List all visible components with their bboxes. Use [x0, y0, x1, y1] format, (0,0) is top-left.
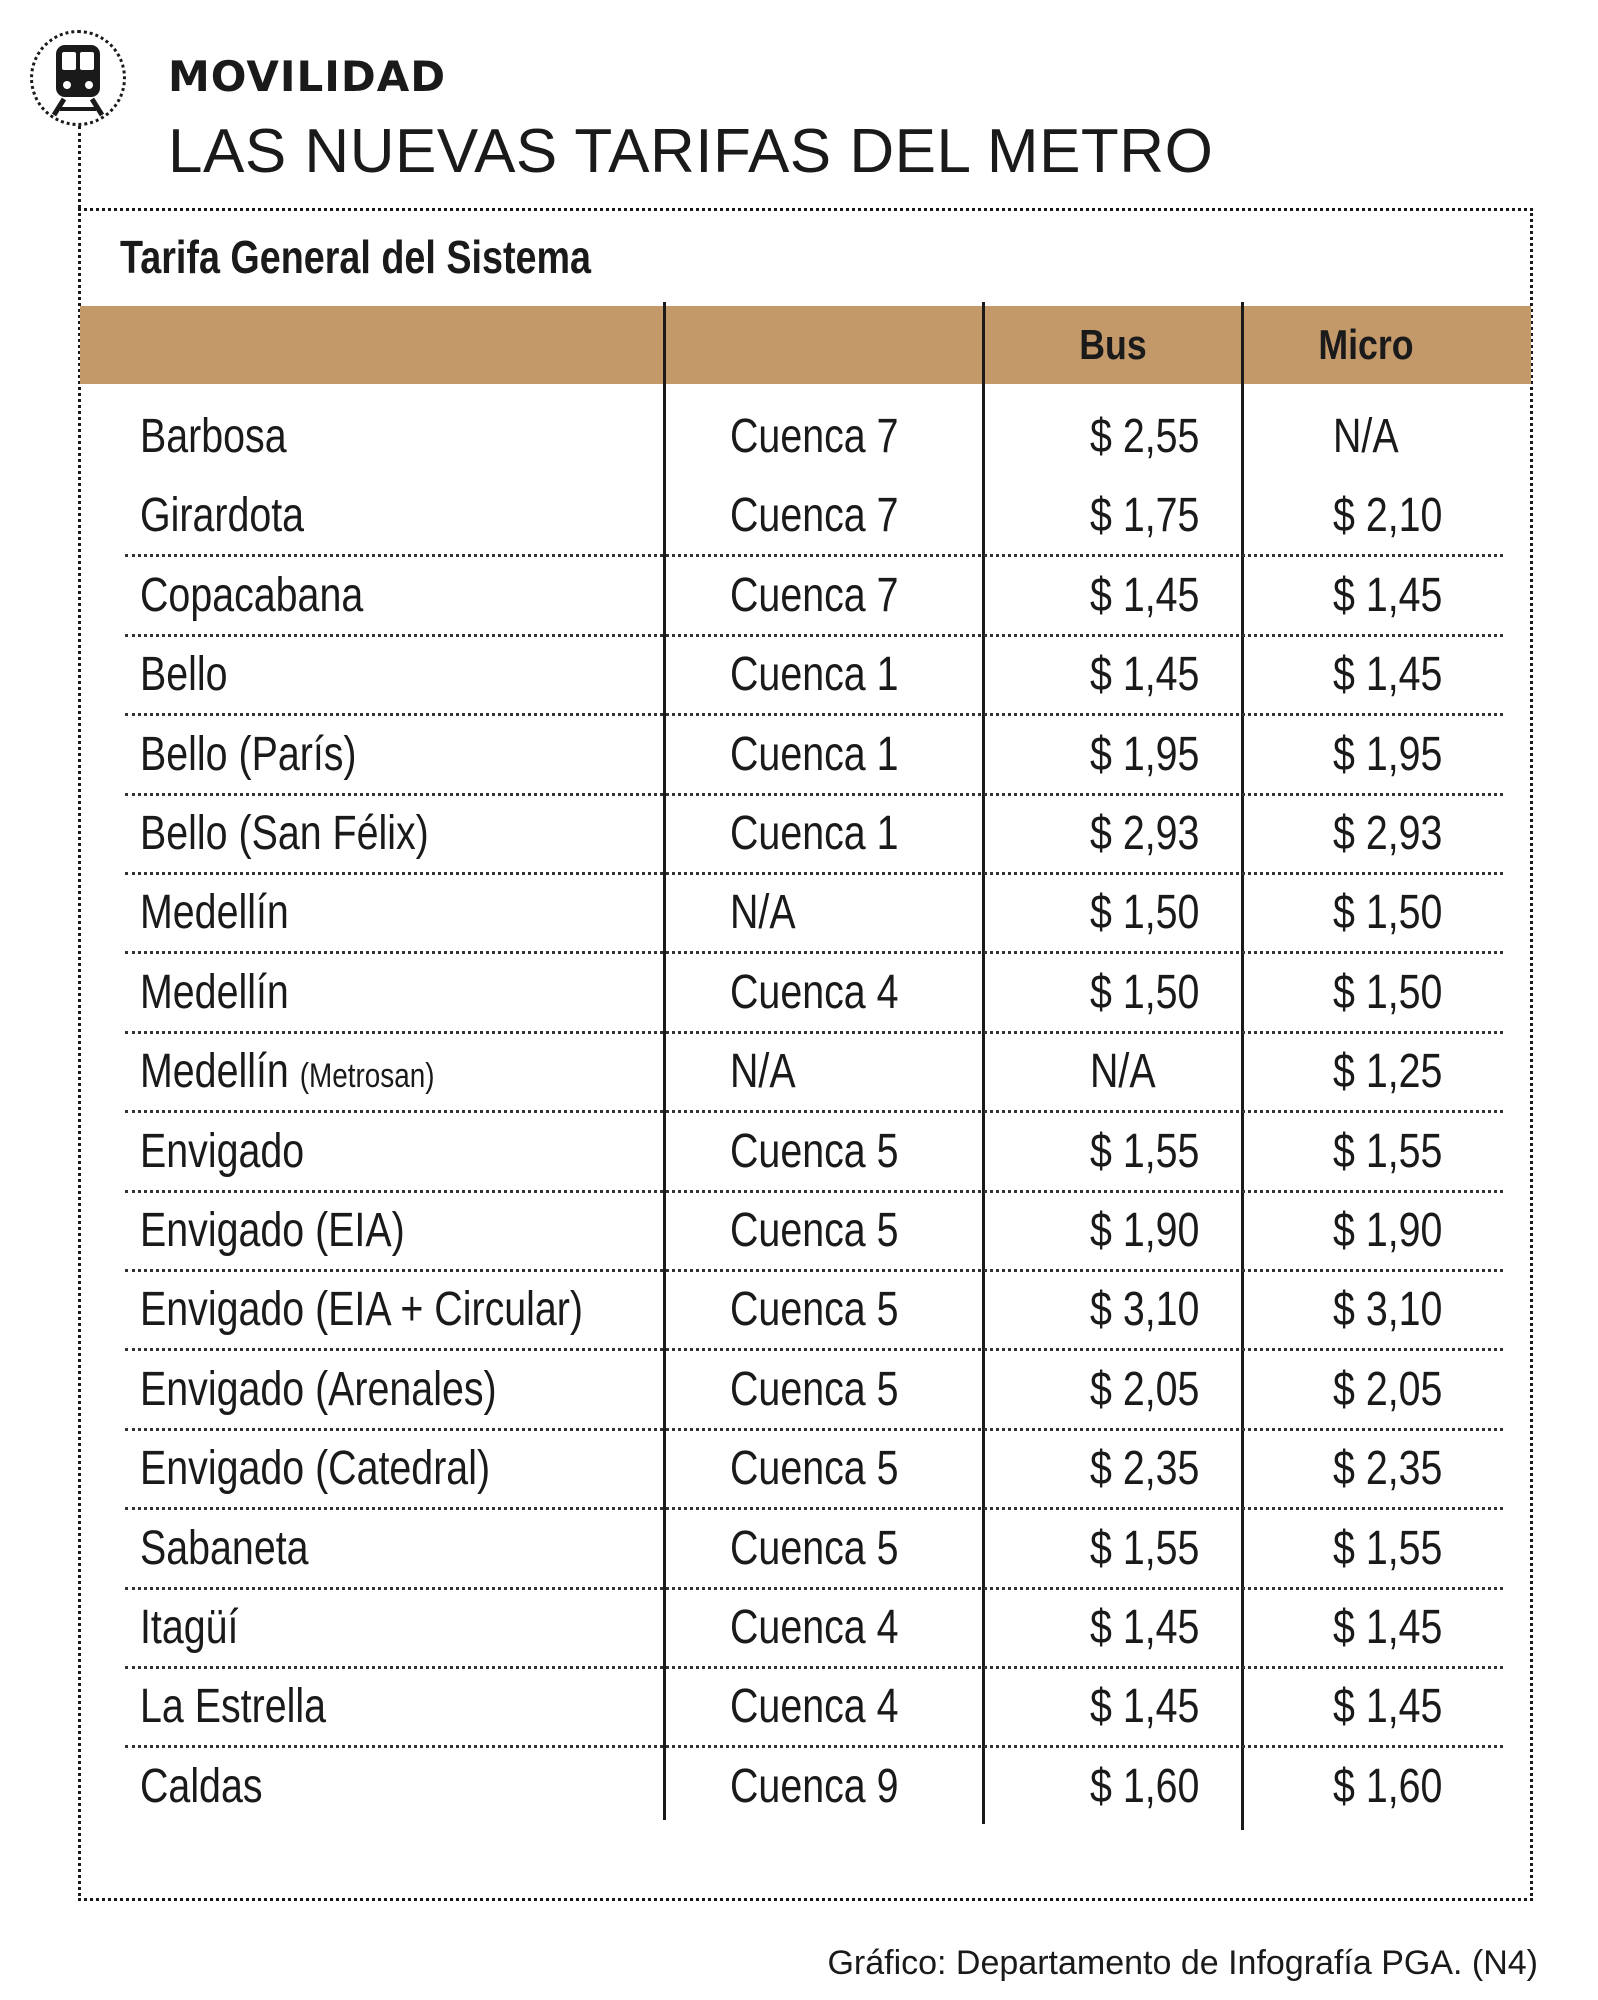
- table-row: [125, 1746, 1503, 1828]
- municipio-cell: [140, 1428, 490, 1510]
- bus-fare-cell: $ 2,93: [1090, 807, 1200, 860]
- bus-fare-cell: N/A: [1090, 1045, 1156, 1099]
- column-header-cuenca: [690, 306, 959, 384]
- table-row: [125, 872, 1503, 954]
- micro-fare-cell: $ 1,45: [1333, 1680, 1443, 1734]
- micro-fare-cell: $ 2,93: [1333, 807, 1443, 860]
- section-kicker: MOVILIDAD: [168, 52, 447, 101]
- municipio-name: Envigado (Arenales): [140, 1362, 497, 1416]
- municipio-name: Caldas: [140, 1759, 263, 1813]
- micro-fare-cell: $ 1,95: [1333, 727, 1443, 781]
- municipio-cell: [140, 1508, 309, 1590]
- cuenca-cell: N/A: [730, 1045, 796, 1099]
- table-row: [125, 634, 1503, 716]
- graphic-credit: Gráfico: Departamento de Infografía PGA. (N4): [827, 1944, 1538, 1982]
- bus-fare-cell: $ 2,35: [1090, 1442, 1200, 1496]
- micro-fare-cell: $ 1,25: [1333, 1045, 1443, 1099]
- municipio-name: Medellín: [140, 965, 289, 1019]
- bus-fare-cell: $ 1,45: [1090, 1601, 1200, 1654]
- municipio-cell: [140, 1269, 583, 1351]
- micro-fare-cell: $ 1,55: [1333, 1521, 1443, 1575]
- cuenca-cell: Cuenca 9: [730, 1759, 899, 1813]
- municipio-cell: [140, 1666, 326, 1748]
- municipio-cell: [140, 1190, 405, 1272]
- bus-fare-cell: $ 1,45: [1090, 648, 1200, 702]
- cuenca-cell: Cuenca 4: [730, 1601, 899, 1654]
- municipio-name: Sabaneta: [140, 1521, 309, 1575]
- municipio-cell: [140, 1031, 435, 1113]
- municipio-cell: [140, 1111, 304, 1193]
- municipio-cell: [140, 793, 429, 875]
- bus-fare-cell: $ 1,55: [1090, 1124, 1200, 1178]
- bus-fare-cell: $ 1,50: [1090, 965, 1200, 1019]
- bus-fare-cell: $ 1,75: [1090, 489, 1200, 543]
- micro-fare-cell: $ 1,45: [1333, 1601, 1443, 1654]
- badge-connector: [78, 126, 81, 208]
- municipio-name: Envigado (EIA + Circular): [140, 1283, 583, 1337]
- municipio-name: Medellín: [140, 886, 289, 940]
- micro-fare-cell: $ 2,35: [1333, 1442, 1443, 1496]
- table-row: [125, 1269, 1503, 1351]
- municipio-name: Itagüí: [140, 1601, 239, 1654]
- municipio-cell: [140, 872, 289, 954]
- cuenca-cell: Cuenca 1: [730, 727, 899, 781]
- table-row: [125, 714, 1503, 796]
- municipio-name: La Estrella: [140, 1680, 326, 1734]
- cuenca-cell: Cuenca 5: [730, 1124, 899, 1178]
- bus-fare-cell: $ 1,45: [1090, 568, 1200, 622]
- table-row: [125, 1031, 1503, 1113]
- table-row: [125, 396, 1503, 478]
- cuenca-cell: Cuenca 7: [730, 489, 899, 543]
- municipio-name: Bello: [140, 648, 228, 702]
- table-title: Tarifa General del Sistema: [120, 231, 592, 283]
- municipio-name: Bello (San Félix): [140, 807, 429, 860]
- cuenca-cell: Cuenca 5: [730, 1283, 899, 1337]
- table-row: [125, 952, 1503, 1034]
- table-row: [125, 1111, 1503, 1193]
- municipio-name: Envigado: [140, 1124, 305, 1178]
- municipio-cell: [140, 952, 289, 1034]
- micro-fare-cell: $ 1,45: [1333, 568, 1443, 622]
- micro-fare-cell: $ 2,10: [1333, 489, 1443, 543]
- cuenca-cell: Cuenca 1: [730, 807, 899, 860]
- bus-fare-cell: $ 1,60: [1090, 1759, 1200, 1813]
- bus-fare-cell: $ 1,50: [1090, 886, 1200, 940]
- micro-fare-cell: $ 1,45: [1333, 648, 1443, 702]
- municipio-name: Copacabana: [140, 568, 364, 622]
- cuenca-cell: N/A: [730, 886, 796, 940]
- column-header-municipio: [124, 306, 620, 384]
- bus-fare-cell: $ 1,55: [1090, 1521, 1200, 1575]
- table-row: [125, 475, 1503, 557]
- micro-fare-cell: $ 1,90: [1333, 1204, 1443, 1257]
- train-icon: [50, 43, 106, 117]
- micro-fare-cell: $ 2,05: [1333, 1362, 1443, 1416]
- table-row: [125, 1349, 1503, 1431]
- cuenca-cell: Cuenca 5: [730, 1442, 899, 1496]
- cuenca-cell: Cuenca 4: [730, 965, 899, 1019]
- municipio-cell: [140, 714, 357, 796]
- municipio-name: Bello (París): [140, 727, 357, 781]
- municipio-cell: [140, 634, 228, 716]
- table-row: [125, 1666, 1503, 1748]
- bus-fare-cell: $ 1,90: [1090, 1204, 1200, 1257]
- micro-fare-cell: $ 1,60: [1333, 1759, 1443, 1813]
- table-row: [125, 793, 1503, 875]
- municipio-cell: [140, 475, 304, 557]
- municipio-cell: [140, 396, 287, 478]
- municipio-name: Medellín: [140, 1045, 289, 1099]
- cuenca-cell: Cuenca 1: [730, 648, 899, 702]
- table-row: [125, 1190, 1503, 1272]
- municipio-name: Girardota: [140, 489, 305, 543]
- municipio-cell: [140, 1587, 238, 1669]
- train-badge: [30, 30, 126, 126]
- micro-fare-cell: $ 3,10: [1333, 1283, 1443, 1337]
- bus-fare-cell: $ 3,10: [1090, 1283, 1200, 1337]
- municipio-cell: [140, 1349, 497, 1431]
- table-row: [125, 1587, 1503, 1669]
- cuenca-cell: Cuenca 7: [730, 568, 899, 622]
- cuenca-cell: Cuenca 5: [730, 1204, 899, 1257]
- page-title: LAS NUEVAS TARIFAS DEL METRO: [168, 117, 1214, 186]
- cuenca-cell: Cuenca 5: [730, 1362, 899, 1416]
- table-row: [125, 1508, 1503, 1590]
- cuenca-cell: Cuenca 5: [730, 1521, 899, 1575]
- micro-fare-cell: $ 1,55: [1333, 1124, 1443, 1178]
- column-header-bus: Bus: [1079, 321, 1147, 368]
- table-row: [125, 555, 1503, 637]
- table-row: [125, 1428, 1503, 1510]
- micro-fare-cell: $ 1,50: [1333, 886, 1443, 940]
- cuenca-cell: Cuenca 4: [730, 1680, 899, 1734]
- cuenca-cell: Cuenca 7: [730, 410, 899, 463]
- municipio-name: Envigado (EIA): [140, 1204, 405, 1257]
- municipio-name: Envigado (Catedral): [140, 1442, 491, 1496]
- bus-fare-cell: $ 2,55: [1090, 410, 1200, 463]
- bus-fare-cell: $ 2,05: [1090, 1362, 1200, 1416]
- bus-fare-cell: $ 1,45: [1090, 1680, 1200, 1734]
- micro-fare-cell: $ 1,50: [1333, 965, 1443, 1019]
- municipio-cell: [140, 555, 363, 637]
- column-header-micro: Micro: [1318, 321, 1414, 368]
- municipio-note: (Metrosan): [299, 1057, 435, 1096]
- municipio-cell: [140, 1746, 263, 1828]
- micro-fare-cell: N/A: [1333, 410, 1399, 463]
- bus-fare-cell: $ 1,95: [1090, 727, 1200, 781]
- municipio-name: Barbosa: [140, 410, 287, 463]
